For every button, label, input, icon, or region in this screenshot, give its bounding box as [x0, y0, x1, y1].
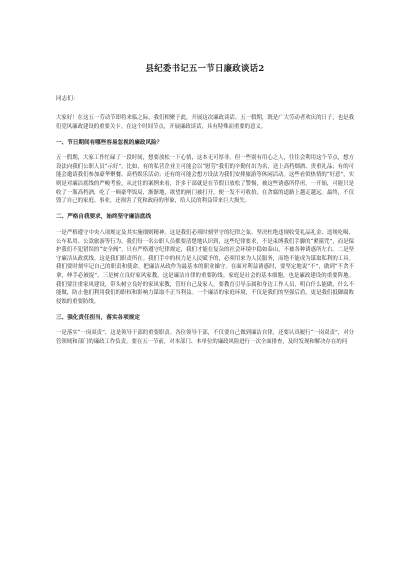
section-heading-1: 一、节日期间有哪些容易忽视的廉政风险？ — [56, 139, 163, 146]
intro-paragraph: 大家好！在这五一劳动节即将来临之际，我们相聚于此，开展这次廉政谈话。五一假期，既是广大劳动者欢庆的日子，也是我们党风廉政建设的重要关卡。在这个时间节点，开展廉政谈话，具有特殊而重要的意义。 — [56, 115, 354, 130]
section-heading-2: 二、严格自我要求，始终坚守廉洁底线 — [56, 214, 152, 221]
document-title: 县纪委书记五一节日廉政谈话2 — [145, 63, 265, 73]
section-3-paragraph: 一是落实“一岗双责”，这是领导干部的重要职责。各位领导干部，不仅要自己做到廉洁自律，还要认真履行“一岗双责”，对分管领域和部门的廉政工作负责。要在五一节前，对本部门、本单位的廉政风险进行一次全面排查，及时发现和解决存在的问 — [56, 330, 354, 345]
salutation: 同志们： — [56, 96, 79, 102]
section-heading-3: 三、强化责任担当，落实各项规定 — [56, 314, 140, 321]
section-2-paragraph: 一是严格遵守中央八项规定及其实施细则精神。这是我们必须时刻坚守的纪律之弦。坚决杜绝违规收受礼品礼金、违规吃喝、公车私用、公款旅游等行为。我们每一名公职人员都要清楚地认识到，这些纪律要求，不是束缚我们手脚的“紧箍咒”，而是保护我们不犯错误的“安全阀”。只有严格遵守纪律规定，我们才能在复杂的社会环境中稳如泰山，不被各种诱惑所左右。二是坚守廉洁从政底线。这是我们职责所在。我们手中的权力是人民赋予的，必须用来为人民服务，而绝不能成为谋取私利的工具。我们要时刻牢记自己的职责和使命，把廉洁从政作为最基本的职业操守。在面对利益诱惑时，要坚定地说“不”，做到“不贪不拿，伸手必被捉”。三是树立良好家风家教。这是廉洁自律的重要防线。家庭是社会的基本细胞，也是廉政建设的重要阵地。我们要注重家风建设，带头树立良好的家风家教，管好自己及家人，要教育引导亲属和身边工作人员，明白什么能做，什么不能做，防止他们利用我们的职权和影响力谋取不正当利益。一个廉洁的家庭环境，不仅是我们的坚强后盾，更是我们抵御腐败侵蚀的重要防线。 — [56, 229, 354, 305]
section-1-paragraph: 五一假期，大家工作忙碌了一段时间，想要放松一下心情，这本无可厚非。但一些别有用心之人，往往会利用这个节点，想方设法向我们公职人员“示好”。比如，有的私营企业主可能会以“慰劳”我们的辛勤付出为名，送上高档烟酒、贵重礼品；有的可能会邀请我们参加豪华聚餐、高档娱乐活动；还有的可能会想方设法为我们安排旅游等休闲活动。这些看似热情的“好意”，实则是对廉洁底线的严峻考验。从过往的案例来看，许多干部就是在节假日放松了警惕，被这些诱惑所俘虏。一开始，可能只是收了一瓶高档酒，吃了一顿豪华饭局，渐渐地，欲望的闸门被打开，便一发不可收拾，在贪腐的道路上越走越远。最终，不仅毁了自己的家庭、事业，还损害了党和政府的形象，给人民的利益带来巨大损失。 — [56, 155, 354, 205]
